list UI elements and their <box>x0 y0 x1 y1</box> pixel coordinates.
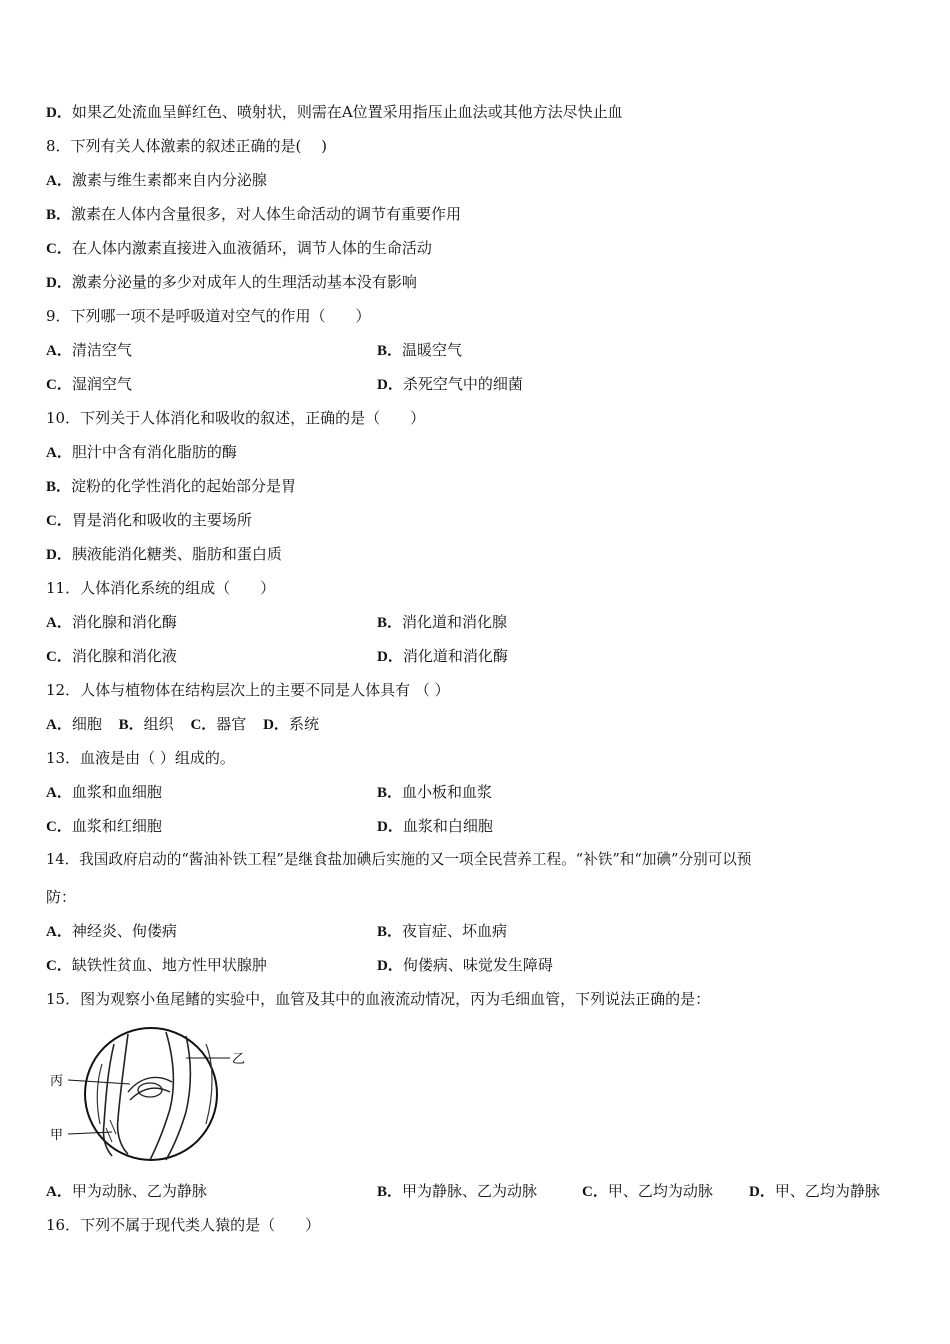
question-11-stem: 11．人体消化系统的组成（ ） <box>46 579 276 597</box>
option-text: 湿润空气 <box>71 375 132 393</box>
blood-cell <box>138 1083 162 1097</box>
capillary-lower <box>130 1088 170 1100</box>
option-letter: A． <box>46 173 72 189</box>
option-letter: D． <box>377 649 403 665</box>
option-letter: C． <box>46 819 72 835</box>
option-text: 消化道和消化酶 <box>402 647 508 665</box>
option-text: 激素与维生素都来自内分泌腺 <box>71 171 267 189</box>
q9-option-c <box>46 374 132 395</box>
option-text: 淀粉的化学性消化的起始部分是胃 <box>71 477 297 495</box>
leader-bing <box>68 1080 130 1084</box>
q14-option-c <box>46 955 267 976</box>
option-text: 消化腺和消化液 <box>71 647 177 665</box>
vessel-side-line <box>206 1044 212 1124</box>
prev-option-d <box>46 102 623 123</box>
option-text: 神经炎、佝偻病 <box>71 922 177 940</box>
question-9-stem: 9．下列哪一项不是呼吸道对空气的作用（ ） <box>46 307 371 325</box>
option-text: 甲为静脉、乙为动脉 <box>402 1182 538 1200</box>
option-text: 血浆和血细胞 <box>71 783 162 801</box>
q9-option-a <box>46 340 132 361</box>
option-text: 缺铁性贫血、地方性甲状腺肿 <box>71 956 267 974</box>
option-letter: C． <box>46 513 72 529</box>
option-text: 激素分泌量的多少对成年人的生理活动基本没有影响 <box>71 273 417 291</box>
option-text: 系统 <box>288 715 319 733</box>
q13-option-c <box>46 816 162 837</box>
q13-option-a <box>46 782 162 803</box>
leader-jia <box>68 1132 112 1134</box>
q8-option-a <box>46 170 267 191</box>
q13-option-d <box>377 816 493 837</box>
option-letter: A． <box>46 445 72 461</box>
q15-option-b <box>377 1181 537 1202</box>
option-letter: D． <box>377 958 403 974</box>
option-letter: A． <box>46 717 72 733</box>
question-10-stem: 10．下列关于人体消化和吸收的叙述，正确的是（ ） <box>46 409 426 427</box>
q8-option-d <box>46 272 417 293</box>
q14-option-b <box>377 921 507 942</box>
option-letter: B． <box>377 343 403 359</box>
q11-option-b <box>377 612 507 633</box>
option-text: 胃是消化和吸收的主要场所 <box>71 511 252 529</box>
option-letter: D． <box>749 1184 775 1200</box>
q15-option-a <box>46 1181 207 1202</box>
option-text: 温暖空气 <box>402 341 463 359</box>
option-text: 杀死空气中的细菌 <box>402 375 523 393</box>
option-text: 佝偻病、味觉发生障碍 <box>402 956 553 974</box>
option-text: 胰液能消化糖类、脂肪和蛋白质 <box>71 545 282 563</box>
option-letter: C． <box>46 241 72 257</box>
q10-option-b <box>46 476 296 497</box>
option-letter: B． <box>46 207 72 223</box>
option-text: 消化道和消化腺 <box>402 613 508 631</box>
q11-option-c <box>46 646 177 667</box>
option-letter: A． <box>46 924 72 940</box>
q8-option-c <box>46 238 432 259</box>
question-15-stem: 15．图为观察小鱼尾鳍的实验中，血管及其中的血液流动情况，丙为毛细血管，下列说法正确的是： <box>46 990 711 1008</box>
vessel-side-line-left <box>97 1064 102 1124</box>
option-letter: D． <box>46 105 72 121</box>
q15-option-c <box>582 1181 713 1202</box>
option-text: 器官 <box>216 715 247 733</box>
option-letter: B． <box>377 1184 403 1200</box>
option-letter: A． <box>46 615 72 631</box>
label-yi: 乙 <box>232 1052 246 1067</box>
option-letter: B． <box>377 924 403 940</box>
q13-option-b <box>377 782 492 803</box>
option-letter: B． <box>118 717 144 733</box>
option-letter: D． <box>377 377 403 393</box>
option-letter: B． <box>377 615 403 631</box>
option-letter: B． <box>377 785 403 801</box>
q11-option-d <box>377 646 508 667</box>
option-text: 消化腺和消化酶 <box>71 613 177 631</box>
option-text: 血浆和红细胞 <box>71 817 162 835</box>
fish-tail-blood-vessel-figure <box>46 1024 256 1174</box>
option-letter: C． <box>582 1184 608 1200</box>
vessel-jia-right-wall <box>118 1034 128 1154</box>
option-text: 血小板和血浆 <box>402 783 493 801</box>
question-16-stem: 16．下列不属于现代类人猿的是（ ） <box>46 1216 321 1234</box>
question-14-stem-line2: 防： <box>46 888 77 906</box>
q8-option-b <box>46 204 461 225</box>
option-text: 细胞 <box>71 715 102 733</box>
vessel-jia-left-wall <box>103 1044 114 1156</box>
vessel-yi-left-wall <box>150 1032 173 1160</box>
option-letter: B． <box>46 479 72 495</box>
q15-option-d <box>749 1181 880 1202</box>
option-text: 在人体内激素直接进入血液循环，调节人体的生命活动 <box>71 239 432 257</box>
option-letter: D． <box>46 547 72 563</box>
option-letter: C． <box>46 649 72 665</box>
option-letter: A． <box>46 785 72 801</box>
option-text: 激素在人体内含量很多，对人体生命活动的调节有重要作用 <box>71 205 462 223</box>
q11-option-a <box>46 612 177 633</box>
q14-option-d <box>377 955 553 976</box>
flow-marks <box>106 1120 116 1142</box>
option-text: 组织 <box>143 715 174 733</box>
q12-options <box>46 714 319 735</box>
question-12-stem: 12．人体与植物体在结构层次上的主要不同是人体具有 （ ） <box>46 681 450 699</box>
q10-option-c <box>46 510 252 531</box>
q10-option-d <box>46 544 282 565</box>
question-13-stem: 13．血液是由（ ）组成的。 <box>46 749 235 767</box>
option-letter: C． <box>46 377 72 393</box>
q9-option-d <box>377 374 523 395</box>
option-letter: A． <box>46 1184 72 1200</box>
q9-option-b <box>377 340 462 361</box>
option-text: 甲、乙均为静脉 <box>774 1182 880 1200</box>
question-8-stem: 8．下列有关人体激素的叙述正确的是( ) <box>46 137 328 155</box>
label-bing: 丙 <box>50 1074 64 1089</box>
option-text: 甲、乙均为动脉 <box>607 1182 713 1200</box>
option-letter: D． <box>46 275 72 291</box>
option-letter: C． <box>46 958 72 974</box>
option-letter: D． <box>263 717 289 733</box>
q14-option-a <box>46 921 177 942</box>
option-text: 如果乙处流血呈鲜红色、喷射状，则需在A位置采用指压止血法或其他方法尽快止血 <box>71 103 623 121</box>
vessel-yi-right-wall <box>166 1036 191 1160</box>
option-text: 清洁空气 <box>71 341 132 359</box>
option-letter: D． <box>377 819 403 835</box>
label-jia: 甲 <box>50 1128 64 1143</box>
q10-option-a <box>46 442 237 463</box>
option-text: 血浆和白细胞 <box>402 817 493 835</box>
option-letter: A． <box>46 343 72 359</box>
option-letter: C． <box>190 717 217 733</box>
option-text: 胆汁中含有消化脂肪的酶 <box>71 443 237 461</box>
option-text: 夜盲症、坏血病 <box>402 922 508 940</box>
question-14-stem-line1: 14．我国政府启动的“酱油补铁工程”是继食盐加碘后实施的又一项全民营养工程。“补铁”和“加碘”分别可以预 <box>46 851 752 868</box>
option-text: 甲为动脉、乙为静脉 <box>71 1182 207 1200</box>
